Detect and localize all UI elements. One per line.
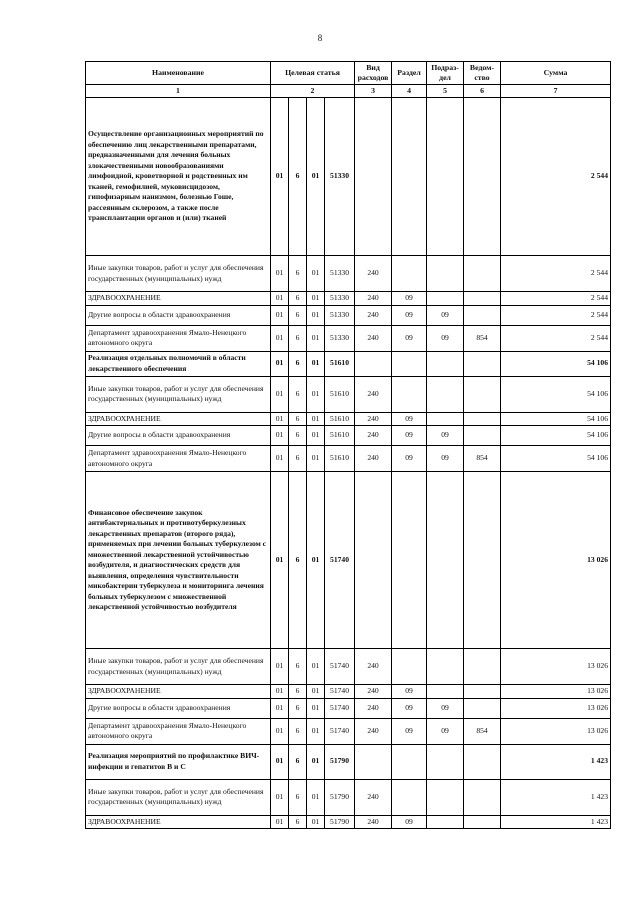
target-code-subprogram: 6 bbox=[289, 472, 307, 649]
department-cell bbox=[464, 98, 501, 256]
row-name: Другие вопросы в области здравоохранения bbox=[86, 698, 271, 718]
subsection-cell bbox=[427, 292, 464, 306]
table-row bbox=[86, 649, 611, 685]
table-row bbox=[86, 744, 611, 779]
table-row bbox=[86, 718, 611, 744]
expense-type-cell: 240 bbox=[355, 779, 392, 815]
table-row bbox=[86, 256, 611, 292]
target-code-subprogram: 6 bbox=[289, 412, 307, 426]
sum-cell: 54 106 bbox=[501, 412, 611, 426]
table-row bbox=[86, 472, 611, 649]
header-expense-type: Вид расходов bbox=[355, 62, 392, 85]
expense-type-cell: 240 bbox=[355, 412, 392, 426]
sum-cell: 54 106 bbox=[501, 376, 611, 412]
sum-cell: 13 026 bbox=[501, 698, 611, 718]
expense-type-cell: 240 bbox=[355, 256, 392, 292]
target-code-subprogram: 6 bbox=[289, 744, 307, 779]
subsection-cell: 09 bbox=[427, 426, 464, 446]
table-row bbox=[86, 779, 611, 815]
header-name: Наименование bbox=[86, 62, 271, 85]
section-cell bbox=[392, 351, 427, 376]
target-code-program: 01 bbox=[271, 412, 289, 426]
expense-type-cell: 240 bbox=[355, 718, 392, 744]
target-code-subprogram: 6 bbox=[289, 446, 307, 472]
target-code-program: 01 bbox=[271, 325, 289, 351]
target-code-direction: 51740 bbox=[325, 472, 355, 649]
subsection-cell bbox=[427, 815, 464, 829]
sum-cell: 2 544 bbox=[501, 305, 611, 325]
sum-cell: 2 544 bbox=[501, 256, 611, 292]
sum-cell: 13 026 bbox=[501, 649, 611, 685]
section-cell bbox=[392, 98, 427, 256]
target-code-program: 01 bbox=[271, 305, 289, 325]
target-code-program: 01 bbox=[271, 718, 289, 744]
target-code-subprogram: 6 bbox=[289, 98, 307, 256]
department-cell bbox=[464, 426, 501, 446]
target-code-program: 01 bbox=[271, 351, 289, 376]
column-number: 4 bbox=[392, 85, 427, 98]
sum-cell: 2 544 bbox=[501, 98, 611, 256]
subsection-cell: 09 bbox=[427, 305, 464, 325]
target-code-direction: 51330 bbox=[325, 325, 355, 351]
section-cell bbox=[392, 779, 427, 815]
expense-type-cell: 240 bbox=[355, 305, 392, 325]
row-name: Другие вопросы в области здравоохранения bbox=[86, 426, 271, 446]
row-name: ЗДРАВООХРАНЕНИЕ bbox=[86, 815, 271, 829]
section-cell bbox=[392, 256, 427, 292]
subsection-cell bbox=[427, 472, 464, 649]
target-code-subprogram: 6 bbox=[289, 779, 307, 815]
table-row bbox=[86, 376, 611, 412]
department-cell: 854 bbox=[464, 446, 501, 472]
table-body bbox=[86, 98, 611, 829]
sum-cell: 2 544 bbox=[501, 325, 611, 351]
sum-cell: 54 106 bbox=[501, 446, 611, 472]
target-code-direction: 51610 bbox=[325, 412, 355, 426]
header-sum: Сумма bbox=[501, 62, 611, 85]
column-number-row bbox=[86, 85, 611, 98]
section-cell bbox=[392, 649, 427, 685]
department-cell bbox=[464, 472, 501, 649]
section-cell: 09 bbox=[392, 412, 427, 426]
target-code-event: 01 bbox=[307, 649, 325, 685]
target-code-program: 01 bbox=[271, 446, 289, 472]
header-section: Раздел bbox=[392, 62, 427, 85]
target-code-event: 01 bbox=[307, 256, 325, 292]
target-code-direction: 51740 bbox=[325, 685, 355, 699]
table-row bbox=[86, 325, 611, 351]
subsection-cell bbox=[427, 649, 464, 685]
target-code-direction: 51330 bbox=[325, 305, 355, 325]
header-department: Ведом-ство bbox=[464, 62, 501, 85]
sum-cell: 13 026 bbox=[501, 472, 611, 649]
row-name: Иные закупки товаров, работ и услуг для обеспечения государственных (муниципальных) нужд bbox=[86, 256, 271, 292]
department-cell bbox=[464, 744, 501, 779]
header-row bbox=[86, 62, 611, 85]
budget-table bbox=[85, 61, 611, 829]
sum-cell: 1 423 bbox=[501, 744, 611, 779]
target-code-event: 01 bbox=[307, 426, 325, 446]
row-name: ЗДРАВООХРАНЕНИЕ bbox=[86, 292, 271, 306]
column-number: 2 bbox=[271, 85, 355, 98]
subsection-cell bbox=[427, 256, 464, 292]
expense-type-cell bbox=[355, 351, 392, 376]
target-code-direction: 51610 bbox=[325, 446, 355, 472]
department-cell bbox=[464, 779, 501, 815]
table-row bbox=[86, 98, 611, 256]
target-code-event: 01 bbox=[307, 412, 325, 426]
table-row bbox=[86, 292, 611, 306]
target-code-event: 01 bbox=[307, 446, 325, 472]
subsection-cell bbox=[427, 779, 464, 815]
expense-type-cell: 240 bbox=[355, 325, 392, 351]
section-cell bbox=[392, 376, 427, 412]
row-name: Иные закупки товаров, работ и услуг для обеспечения государственных (муниципальных) нужд bbox=[86, 649, 271, 685]
row-name: Департамент здравоохранения Ямало-Ненецкого автономного округа bbox=[86, 718, 271, 744]
target-code-program: 01 bbox=[271, 779, 289, 815]
target-code-direction: 51610 bbox=[325, 351, 355, 376]
subsection-cell: 09 bbox=[427, 698, 464, 718]
target-code-program: 01 bbox=[271, 649, 289, 685]
column-number: 6 bbox=[464, 85, 501, 98]
target-code-program: 01 bbox=[271, 256, 289, 292]
target-code-program: 01 bbox=[271, 426, 289, 446]
target-code-event: 01 bbox=[307, 815, 325, 829]
expense-type-cell: 240 bbox=[355, 649, 392, 685]
sum-cell: 1 423 bbox=[501, 779, 611, 815]
target-code-event: 01 bbox=[307, 351, 325, 376]
expense-type-cell: 240 bbox=[355, 376, 392, 412]
target-code-direction: 51790 bbox=[325, 779, 355, 815]
target-code-direction: 51790 bbox=[325, 744, 355, 779]
target-code-event: 01 bbox=[307, 779, 325, 815]
expense-type-cell bbox=[355, 744, 392, 779]
target-code-subprogram: 6 bbox=[289, 815, 307, 829]
subsection-cell: 09 bbox=[427, 446, 464, 472]
target-code-direction: 51740 bbox=[325, 649, 355, 685]
target-code-event: 01 bbox=[307, 325, 325, 351]
table-row bbox=[86, 351, 611, 376]
section-cell: 09 bbox=[392, 685, 427, 699]
target-code-subprogram: 6 bbox=[289, 649, 307, 685]
expense-type-cell: 240 bbox=[355, 426, 392, 446]
target-code-event: 01 bbox=[307, 685, 325, 699]
target-code-subprogram: 6 bbox=[289, 325, 307, 351]
row-name: Другие вопросы в области здравоохранения bbox=[86, 305, 271, 325]
expense-type-cell: 240 bbox=[355, 292, 392, 306]
department-cell bbox=[464, 685, 501, 699]
target-code-direction: 51330 bbox=[325, 98, 355, 256]
sum-cell: 1 423 bbox=[501, 815, 611, 829]
department-cell bbox=[464, 412, 501, 426]
department-cell bbox=[464, 256, 501, 292]
target-code-event: 01 bbox=[307, 744, 325, 779]
target-code-subprogram: 6 bbox=[289, 426, 307, 446]
column-number: 1 bbox=[86, 85, 271, 98]
target-code-direction: 51740 bbox=[325, 718, 355, 744]
row-name: Департамент здравоохранения Ямало-Ненецкого автономного округа bbox=[86, 446, 271, 472]
department-cell bbox=[464, 376, 501, 412]
column-number: 3 bbox=[355, 85, 392, 98]
department-cell bbox=[464, 698, 501, 718]
table-row bbox=[86, 815, 611, 829]
target-code-subprogram: 6 bbox=[289, 698, 307, 718]
row-name: Реализация отдельных полномочий в области лекарственного обеспечения bbox=[86, 351, 271, 376]
table-row bbox=[86, 305, 611, 325]
row-name: Департамент здравоохранения Ямало-Ненецкого автономного округа bbox=[86, 325, 271, 351]
section-cell: 09 bbox=[392, 815, 427, 829]
subsection-cell: 09 bbox=[427, 325, 464, 351]
subsection-cell bbox=[427, 685, 464, 699]
sum-cell: 13 026 bbox=[501, 685, 611, 699]
target-code-subprogram: 6 bbox=[289, 351, 307, 376]
department-cell bbox=[464, 649, 501, 685]
target-code-event: 01 bbox=[307, 292, 325, 306]
target-code-program: 01 bbox=[271, 376, 289, 412]
sum-cell: 13 026 bbox=[501, 718, 611, 744]
target-code-subprogram: 6 bbox=[289, 292, 307, 306]
target-code-direction: 51610 bbox=[325, 376, 355, 412]
expense-type-cell bbox=[355, 472, 392, 649]
expense-type-cell: 240 bbox=[355, 815, 392, 829]
target-code-program: 01 bbox=[271, 815, 289, 829]
target-code-program: 01 bbox=[271, 98, 289, 256]
subsection-cell: 09 bbox=[427, 718, 464, 744]
target-code-program: 01 bbox=[271, 744, 289, 779]
subsection-cell bbox=[427, 98, 464, 256]
row-name: ЗДРАВООХРАНЕНИЕ bbox=[86, 685, 271, 699]
table-row bbox=[86, 446, 611, 472]
target-code-direction: 51740 bbox=[325, 698, 355, 718]
section-cell: 09 bbox=[392, 325, 427, 351]
section-cell: 09 bbox=[392, 718, 427, 744]
table-row bbox=[86, 412, 611, 426]
target-code-event: 01 bbox=[307, 472, 325, 649]
target-code-program: 01 bbox=[271, 472, 289, 649]
target-code-event: 01 bbox=[307, 718, 325, 744]
target-code-direction: 51610 bbox=[325, 426, 355, 446]
target-code-direction: 51330 bbox=[325, 256, 355, 292]
department-cell: 854 bbox=[464, 718, 501, 744]
sum-cell: 54 106 bbox=[501, 351, 611, 376]
row-name: ЗДРАВООХРАНЕНИЕ bbox=[86, 412, 271, 426]
sum-cell: 54 106 bbox=[501, 426, 611, 446]
target-code-program: 01 bbox=[271, 698, 289, 718]
target-code-program: 01 bbox=[271, 685, 289, 699]
department-cell bbox=[464, 292, 501, 306]
section-cell: 09 bbox=[392, 698, 427, 718]
target-code-event: 01 bbox=[307, 376, 325, 412]
subsection-cell bbox=[427, 351, 464, 376]
target-code-subprogram: 6 bbox=[289, 376, 307, 412]
row-name: Осуществление организационных мероприятий по обеспечению лиц лекарственными препаратами, предназначенными для лечения больных злокачественными новообразованиями лимфоидной, кроветворной и родственных им тканей, гемофилией, муковисцидозом, гипофизарным нанизмом, болезнью Гоше, рассеянным склерозом, а также после трансплантации органов и (или) тканей bbox=[86, 98, 271, 256]
target-code-subprogram: 6 bbox=[289, 718, 307, 744]
subsection-cell bbox=[427, 376, 464, 412]
table-row bbox=[86, 698, 611, 718]
target-code-subprogram: 6 bbox=[289, 305, 307, 325]
expense-type-cell: 240 bbox=[355, 685, 392, 699]
subsection-cell bbox=[427, 412, 464, 426]
expense-type-cell: 240 bbox=[355, 698, 392, 718]
target-code-direction: 51790 bbox=[325, 815, 355, 829]
department-cell bbox=[464, 815, 501, 829]
table-row bbox=[86, 426, 611, 446]
target-code-subprogram: 6 bbox=[289, 685, 307, 699]
section-cell: 09 bbox=[392, 446, 427, 472]
section-cell bbox=[392, 744, 427, 779]
column-number: 7 bbox=[501, 85, 611, 98]
row-name: Реализация мероприятий по профилактике ВИЧ-инфекции и гепатитов В и С bbox=[86, 744, 271, 779]
row-name: Финансовое обеспечение закупок антибактериальных и противотуберкулезных лекарственных препаратов (второго ряда), применяемых при лечении больных туберкулезом с множественной лекарственной устойчивостью возбудителя, и диагностических средств для выявления, определения чувствительности микобактерии туберкулеза и мониторинга лечения больных туберкулезом с множественной лекарственной устойчивостью возбудителя bbox=[86, 472, 271, 649]
row-name: Иные закупки товаров, работ и услуг для обеспечения государственных (муниципальных) нужд bbox=[86, 376, 271, 412]
department-cell bbox=[464, 305, 501, 325]
table-row bbox=[86, 685, 611, 699]
department-cell: 854 bbox=[464, 325, 501, 351]
column-number: 5 bbox=[427, 85, 464, 98]
section-cell bbox=[392, 472, 427, 649]
header-subsection: Подраз-дел bbox=[427, 62, 464, 85]
subsection-cell bbox=[427, 744, 464, 779]
section-cell: 09 bbox=[392, 305, 427, 325]
row-name: Иные закупки товаров, работ и услуг для обеспечения государственных (муниципальных) нужд bbox=[86, 779, 271, 815]
target-code-subprogram: 6 bbox=[289, 256, 307, 292]
target-code-event: 01 bbox=[307, 98, 325, 256]
page-number: 8 bbox=[317, 33, 323, 43]
target-code-program: 01 bbox=[271, 292, 289, 306]
section-cell: 09 bbox=[392, 292, 427, 306]
target-code-event: 01 bbox=[307, 698, 325, 718]
section-cell: 09 bbox=[392, 426, 427, 446]
header-target: Целевая статья bbox=[271, 62, 355, 85]
target-code-event: 01 bbox=[307, 305, 325, 325]
sum-cell: 2 544 bbox=[501, 292, 611, 306]
department-cell bbox=[464, 351, 501, 376]
target-code-direction: 51330 bbox=[325, 292, 355, 306]
expense-type-cell: 240 bbox=[355, 446, 392, 472]
expense-type-cell bbox=[355, 98, 392, 256]
